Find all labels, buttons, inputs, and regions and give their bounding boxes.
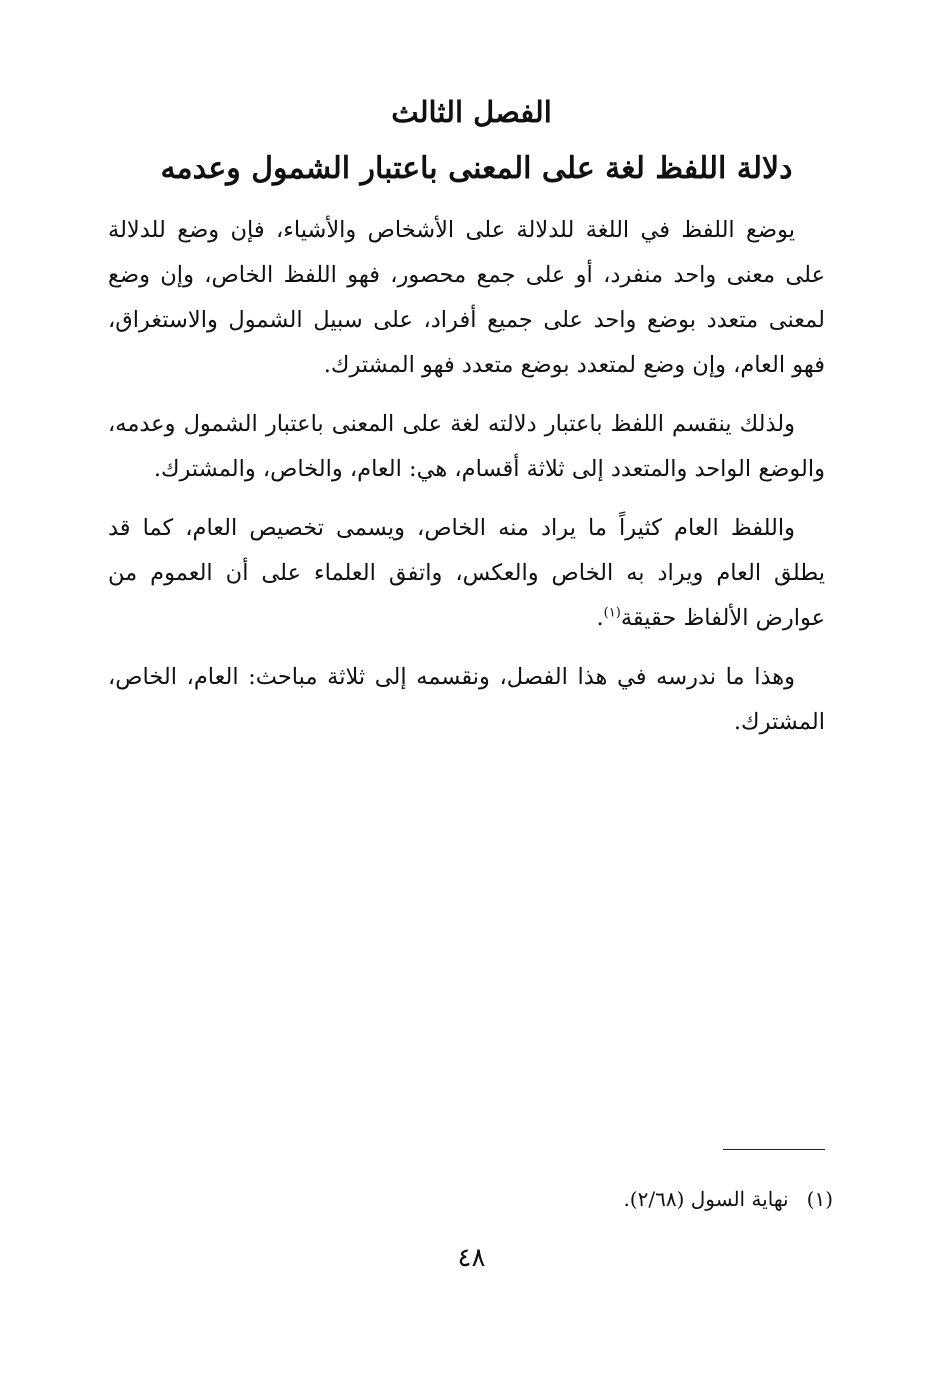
footnote-divider <box>723 1149 825 1150</box>
footnote-reference[interactable]: (١) <box>603 605 621 621</box>
paragraph-4: وهذا ما ندرسه في هذا الفصل، ونقسمه إلى ثلاثة مباحث: العام، الخاص، المشترك. <box>108 664 825 735</box>
paragraph-1: يوضع اللفظ في اللغة للدلالة على الأشخاص والأشياء، فإن وضع للدلالة على معنى واحد منفرد، أو على جمع محصور، فهو اللفظ الخاص، وإن وضع لمعنى متعدد بوضع واحد على جميع أفراد، على سبيل الشمول والاستغراق، فهو العام، وإن وضع لمتعدد بوضع متعدد فهو المشترك. <box>108 217 825 378</box>
chapter-title: الفصل الثالث <box>391 95 552 129</box>
footnote-number: (١) <box>806 1187 833 1211</box>
paragraph-3-text: واللفظ العام كثيراً ما يراد منه الخاص، ويسمى تخصيص العام، كما قد يطلق العام ويراد به الخاص والعكس، واتفق العلماء على أن العموم من عوارض الألفاظ حقيقة <box>108 515 825 631</box>
footnote <box>120 1183 833 1215</box>
paragraph-3-end: . <box>596 605 604 631</box>
body-text <box>108 208 825 759</box>
paragraph-2: ولذلك ينقسم اللفظ باعتبار دلالته لغة على المعنى باعتبار الشمول وعدمه، والوضع الواحد والمتعدد إلى ثلاثة أقسام، هي: العام، والخاص، والمشترك. <box>108 411 825 482</box>
page-number: ٤٨ <box>457 1243 486 1273</box>
paragraph-3 <box>108 506 825 641</box>
footnote-text: نهاية السول (٢/٦٨). <box>623 1187 789 1211</box>
chapter-subtitle: دلالة اللفظ لغة على المعنى باعتبار الشمول وعدمه <box>160 151 793 186</box>
